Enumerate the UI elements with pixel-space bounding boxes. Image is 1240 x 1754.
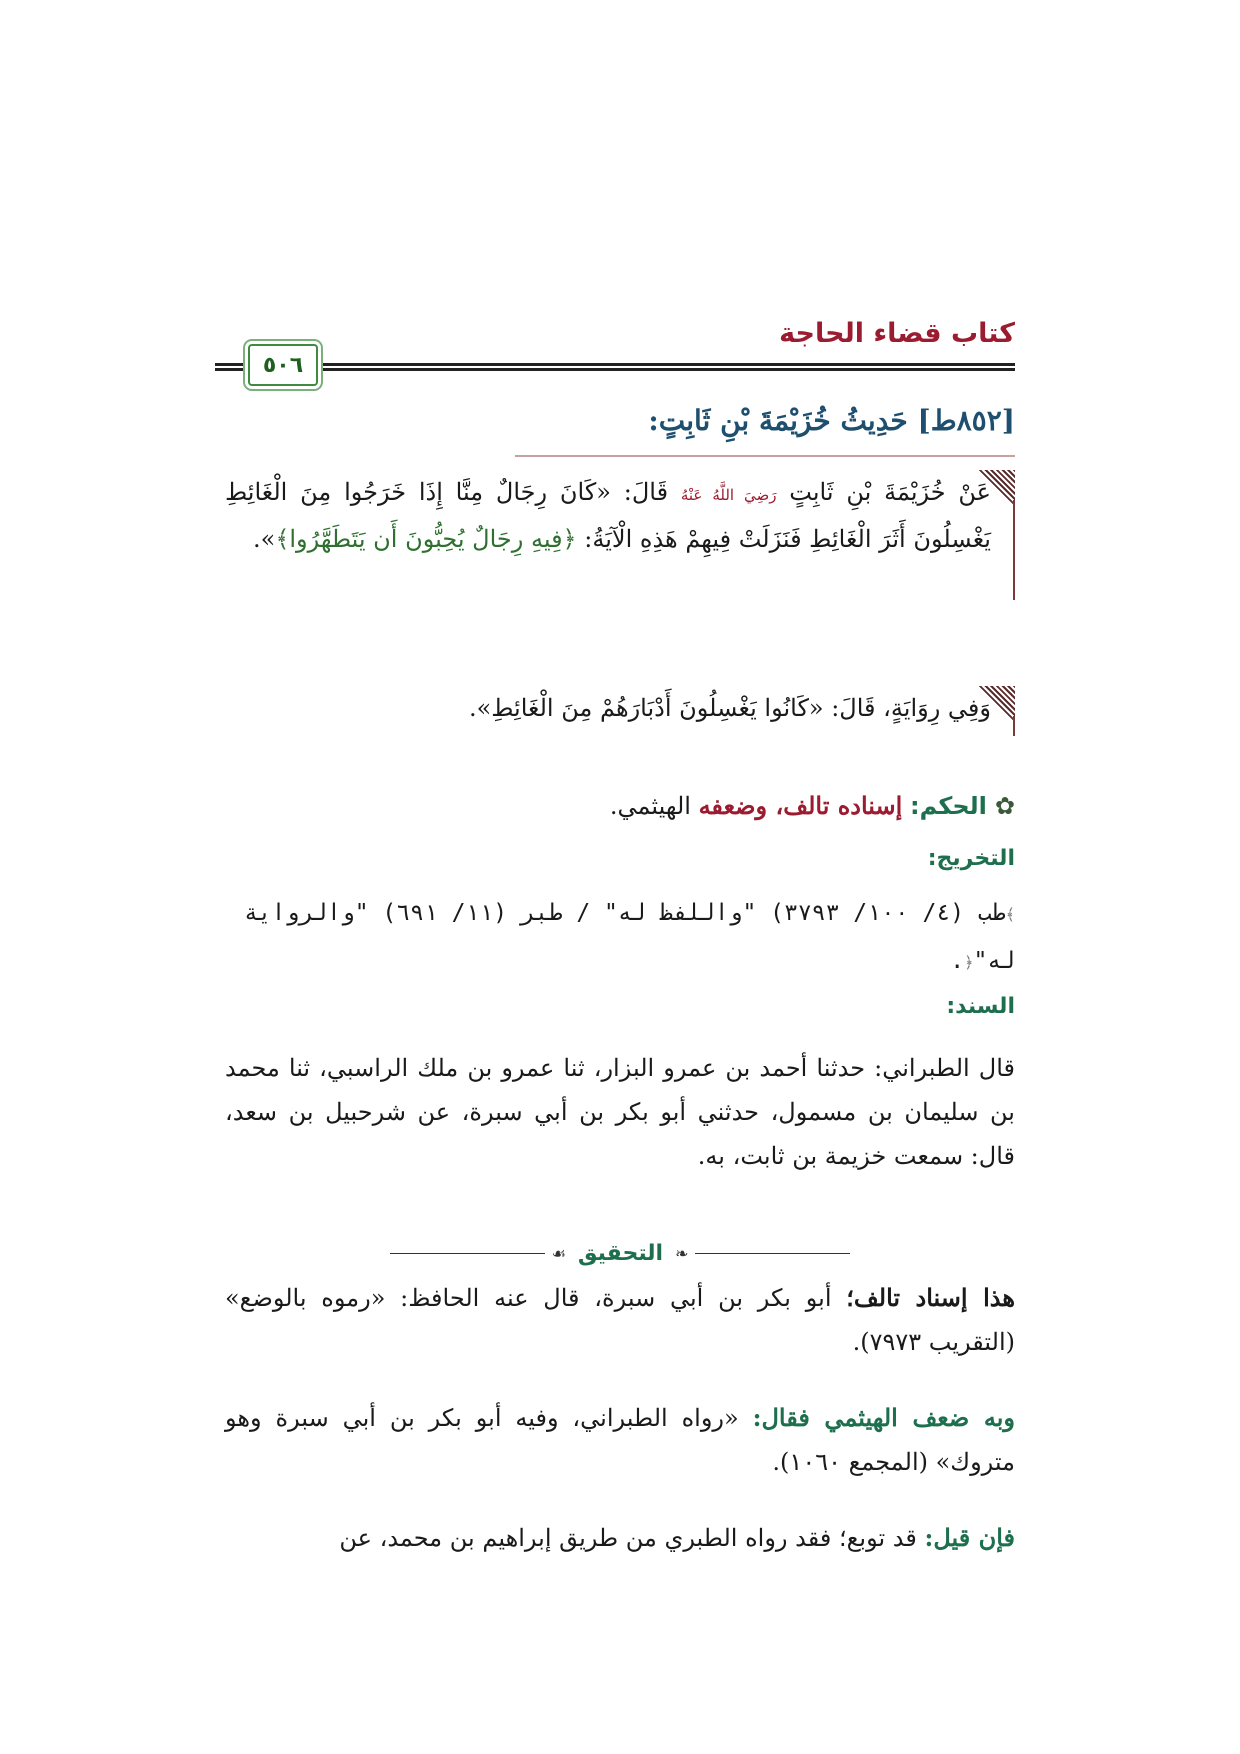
hadith-text-part-2: قَالَ: «كَانَ رِجَالٌ مِنَّا إِذَا خَرَجُوا مِنَ الْغَائِطِ يَغْسِلُونَ أَثَرَ الْغَائِطِ فَنَزَلَتْ فِيهِمْ هَذِهِ الْآيَةُ: [225, 478, 991, 553]
tahqiq-p1-text: أبو بكر بن أبي سبرة، قال عنه الحافظ: «رموه بالوضع» (التقريب ٧٩٧٣). [225, 1284, 1015, 1356]
riwaya-block [225, 686, 1015, 730]
ruling-value: إسناده تالف، وضعفه [698, 791, 903, 820]
tahqiq-paragraph-3 [225, 1516, 1015, 1560]
ornament-icon: ☙ [551, 1243, 566, 1263]
tahqiq-p2-text: «رواه الطبراني، وفيه أبو بكر بن أبي سبرة وهو متروك» (المجمع ١٠٦٠). [225, 1404, 1015, 1476]
side-bar [1013, 500, 1015, 600]
takhreej-block: ﴾طب (٤/ ١٠٠/ ٣٧٩٣) "واللفظ له" / طبر (١١/ ٦٩١) "والرواية له"﴿. [243, 900, 1015, 974]
book-title: كتاب قضاء الحاجة [779, 318, 1015, 349]
tahqiq-p3-bold: فإن قيل: [924, 1523, 1015, 1552]
page-number-badge [248, 344, 318, 386]
tahqiq-p1-bold: هذا إسناد تالف؛ [846, 1283, 1015, 1312]
tahqiq-p3-text: قد توبع؛ فقد رواه الطبري من طريق إبراهيم بن محمد، عن [339, 1524, 925, 1552]
ornament-icon: ❧ [675, 1243, 689, 1263]
side-bar [1013, 716, 1015, 736]
hadith-text-block [225, 470, 1015, 561]
heading-underline [515, 455, 1015, 457]
tahqiq-p2-bold: وبه ضعف الهيثمي فقال: [752, 1403, 1015, 1432]
hadith-text-part-1: عَنْ خُزَيْمَةَ بْنِ ثَابِتٍ [776, 478, 991, 506]
takhreej-text: طب (٤/ ١٠٠/ ٣٧٩٣) "واللفظ له" / طبر (١١/ ٦٩١) "والرواية له" [243, 900, 1015, 974]
hadith-heading: [٨٥٢ط] حَدِيثُ خُزَيْمَةَ بْنِ ثَابِتٍ: [648, 404, 1015, 437]
bracket-mark-icon: ﴾ [1005, 905, 1015, 924]
divider-line [695, 1253, 850, 1254]
sanad-block [225, 1046, 1015, 1178]
header-rule [215, 363, 1015, 371]
divider-line [390, 1253, 545, 1254]
hadith-text-part-3: ». [253, 525, 276, 553]
tahqiq-paragraph-2 [225, 1396, 1015, 1484]
gear-icon: ✿ [994, 792, 1015, 820]
sanad-text: قال الطبراني: حدثنا أحمد بن عمرو البزار، ثنا عمرو بن ملك الراسبي، ثنا محمد بن سليمان بن مسمول، حدثني أبو بكر بن أبي سبرة، عن شرحبيل بن سعد، قال: سمعت خزيمة بن ثابت، به. [225, 1054, 1015, 1170]
bracket-end-icon: ﴿ [964, 953, 974, 972]
takhreej-title: التخريج: [927, 846, 1015, 871]
riwaya-text: وَفِي رِوَايَةٍ، قَالَ: «كَانُوا يَغْسِلُونَ أَدْبَارَهُمْ مِنَ الْغَائِطِ». [468, 694, 991, 722]
tahqiq-divider [390, 1238, 850, 1268]
ruling-line [225, 786, 1015, 826]
ruling-label: الحكم: [909, 792, 987, 820]
sanad-title: السند: [946, 994, 1015, 1019]
quran-verse: ﴿فِيهِ رِجَالٌ يُحِبُّونَ أَن يَتَطَهَّرُوا﴾ [275, 525, 577, 553]
tahqiq-paragraph-1 [225, 1276, 1015, 1364]
hadith-text [225, 470, 991, 561]
ruling-rest: الهيثمي. [609, 792, 699, 820]
honorific: رَضِيَ اللَّهُ عَنْهُ [680, 486, 777, 504]
page-number: ٥٠٦ [262, 352, 304, 378]
tahqiq-title: التحقيق [577, 1240, 664, 1266]
